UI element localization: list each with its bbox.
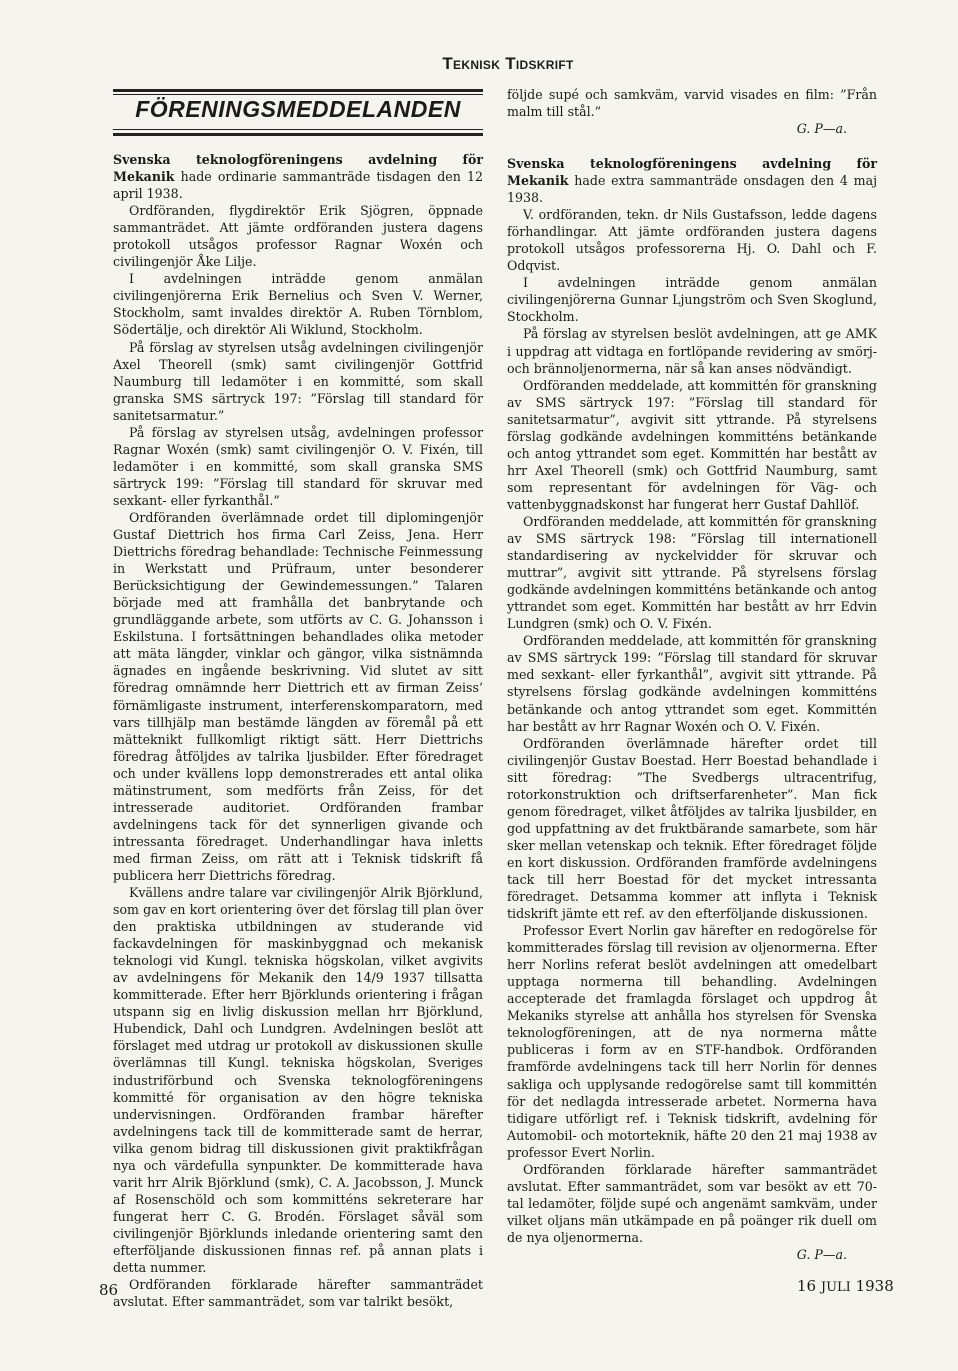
paragraph: Ordföranden förklarade härefter sammanträdet avslutat. Efter sammanträdet, som var besökt av ett 70-tal ledamöter, följde supé och angenämt samkväm, under vilket oljans män utkämpade en på poänger rik duell om de nya oljenormerna. bbox=[507, 1161, 877, 1245]
paragraph: Ordföranden meddelade, att kommittén för granskning av SMS särtryck 197: ”Förslag till standard för sanitetsarmatur”, avgivit sitt yttrande. På styrelsens förslag godkände avdelningen kommitténs betänkande och antog yttrandet som eget. Kommittén har bestått av hrr Axel Theorell (smk) och Gottfrid Naumburg, samt som representant för avdelningen för Väg- och vattenbyggnadskonst har fungerat herr Gustaf Dahllöf. bbox=[507, 377, 877, 512]
issue-day: 16 bbox=[797, 1277, 817, 1295]
page-number: 86 bbox=[99, 1281, 119, 1299]
right-column bbox=[507, 155, 877, 1263]
society-name: Svenska teknologföreningens avdelning för Mekanik bbox=[507, 156, 877, 189]
paragraph: Professor Evert Norlin gav härefter en redogörelse för kommitterades förslag till revision av oljenormerna. Efter herr Norlins referat beslöt avdelningen att omedelbart upptaga normerna till behandling. Avdelningen accepterade det framlagda förslaget och uppdrog åt Mekaniks styrelse att anhålla hos styrelsen för Svenska teknologföreningen, att de nya normerna måtte publiceras i form av en STF-handbok. Ordföranden framförde avdelningens tack till herr Norlin för dennes sakliga och upplysande redogörelse samt till kommittén för det nedlagda intresserade arbetet. Normerna hava tidigare utförligt ref. i Teknisk tidskrift, avdelning för Automobil- och motorteknik, häfte 20 den 21 maj 1938 av professor Evert Norlin. bbox=[507, 923, 877, 1160]
paragraph: På förslag av styrelsen utsåg, avdelningen professor Ragnar Woxén (smk) samt civilingenjör O. V. Fixén, till ledamöter i en kommitté, som skall granska SMS särtryck 199: ”Förslag till standard för skruvar med sexkant- eller fyrkanthål.” bbox=[113, 424, 483, 508]
meeting-heading bbox=[113, 151, 483, 202]
paragraph: Ordföranden överlämnade ordet till diplomingenjör Gustaf Diettrich hos firma Carl Zeiss, Jena. Herr Diettrichs föredrag behandlade: Technische Feinmessung in Werkstatt und Prüfraum, unter besonderer Berücksichtigung der Gewindemessungen.” Talaren började med att framhålla det banbrytande och grundläggande arbete, som utförts av C. G. Johansson i Eskilstuna. I fortsättningen behandlades olika metoder att mäta längder, vinklar och gängor, vilka sistnämnda ägnades en ingående beskrivning. Vid slutet av sitt föredrag omnämnde herr Diettrich ett av firman Zeiss’ förnämligaste instrument, interferenskomparatorn, med vars tillhjälp man bestämde längden av föremål på ett mätteknikt fullkomligt riktigt sätt. Herr Diettrichs föredrag åtföljdes av talrika ljusbilder. Efter föredraget och under kvällens lopp demonstrerades ett antal olika mätinstrument, som medförts från Zeiss, för det intresserade auditoriet. Ordföranden frambar avdelningens tack för det synnerligen givande och intressanta föredraget. Underhandlingar hava inletts med firman Zeiss, om rätt att i Teknisk tidskrift få publicera herr Diettrichs föredrag. bbox=[113, 509, 483, 883]
paragraph: Ordföranden överlämnade härefter ordet till civilingenjör Gustav Boestad. Herr Boestad behandlade i sitt föredrag: ”The Svedbergs ultracentrifug, rotorkonstruktion och driftserfarenheter”. Man fick genom föredraget, vilket åtföljdes av talrika ljusbilder, en god uppfattning av det fruktbärande samarbete, som här sker mellan vetenskap och teknik. Efter föredraget följde en kort diskussion. Ordföranden framförde avdelningens tack till herr Boestad för det mycket intressanta föredraget. Detsamma kommer att inflyta i Teknisk tidskrift jämte ett ref. av den efterföljande diskussionen. bbox=[507, 735, 877, 922]
title-rule-bottom bbox=[113, 133, 483, 136]
meeting-date: hade extra sammanträde onsdagen den 4 maj 1938. bbox=[507, 173, 877, 206]
right-top-continuation bbox=[507, 86, 877, 137]
paragraph: Kvällens andre talare var civilingenjör Alrik Björklund, som gav en kort orientering över det förslag till plan över den praktiska utbildningen av studerande vid fackavdelningen för maskinbyggnad och mekanisk teknologi vid Kungl. tekniska högskolan, vilket avgivits av avdelningens för Mekanik den 14/9 1937 tillsatta kommitterade. Efter herr Björklunds orientering i frågan utspann sig en livlig diskussion mellan hrr Björklund, Hubendick, Dahl och Lundgren. Avdelningen beslöt att förslaget med utdrag ur protokoll av diskussionen skulle överlämnas till Kungl. tekniska högskolan, Sveriges industriförbund och Svenska teknologföreningens kommitté för organisation av den högre tekniska undervisningen. Ordföranden frambar härefter avdelningens tack till de kommitterade samt de herrar, vilka genom bidrag till diskussionen givit praktikfrågan nya och värdefulla synpunkter. De kommitterade hava varit hrr Alrik Björklund (smk), C. A. Jacobsson, J. Munck af Rosenschöld och som kommitténs sekreterare har fungerat herr C. G. Brodén. Förslaget såväl som civilingenjör Björklunds inledande orientering samt den efterföljande diskussionen finnas ref. på annan plats i detta nummer. bbox=[113, 885, 483, 1276]
paragraph: På förslag av styrelsen utsåg avdelningen civilingenjör Axel Theorell (smk) samt civilingenjör Gottfrid Naumburg till ledamöter i en kommitté, som skall granska SMS särtryck 197: ”Förslag till standard för sanitetsarmatur.” bbox=[113, 339, 483, 423]
left-column bbox=[113, 151, 483, 1310]
meeting-date: hade ordinarie sammanträde tisdagen den 12 april 1938. bbox=[113, 169, 483, 202]
paragraph: Ordföranden meddelade, att kommittén för granskning av SMS särtryck 199: ”Förslag till standard för skruvar med sexkant- eller fyrkanthål”, avgivit sitt yttrande. På styrelsens förslag godkände avdelningen kommitténs betänkande och antog yttrandet som eget. Kommittén har bestått av hrr Ragnar Woxén och O. V. Fixén. bbox=[507, 633, 877, 734]
section-title: FÖRENINGSMEDDELANDEN bbox=[135, 96, 461, 122]
issue-month: JULI bbox=[820, 1280, 851, 1295]
paragraph: Ordföranden, flygdirektör Erik Sjögren, öppnade sammanträdet. Att jämte ordföranden justera dagens protokoll utsågos professor Ragnar Woxén och civilingenjör Åke Lilje. bbox=[113, 203, 483, 270]
paragraph: På förslag av styrelsen beslöt avdelningen, att ge AMK i uppdrag att vidtaga en fortlöpande revidering av smörj- och brännoljenormerna, när så kan anses nödvändigt. bbox=[507, 326, 877, 376]
paragraph: Ordföranden förklarade härefter sammanträdet avslutat. Efter sammanträdet, som var talrikt besökt, bbox=[113, 1277, 483, 1310]
signature: G. P—a. bbox=[796, 1247, 847, 1262]
title-rule-bottom-thin bbox=[113, 129, 483, 130]
title-rule-top bbox=[113, 89, 483, 92]
paragraph: I avdelningen inträdde genom anmälan civilingenjörerna Erik Bernelius och Sven V. Werner, Stockholm, samt invaldes direktör A. Ruben Törnblom, Södertälje, och direktör Ali Wiklund, Stockholm. bbox=[113, 271, 483, 338]
issue-year: 1938 bbox=[855, 1277, 894, 1295]
signature: G. P—a. bbox=[796, 121, 847, 136]
society-name: Svenska teknologföreningens avdelning för Mekanik bbox=[113, 152, 483, 185]
running-head: Teknisk Tidskrift bbox=[442, 54, 574, 73]
meeting-heading bbox=[507, 155, 877, 206]
continuation-text: följde supé och samkväm, varvid visades en film: ”Från malm till stål.” bbox=[507, 87, 877, 119]
paragraph: I avdelningen inträdde genom anmälan civilingenjörerna Gunnar Ljungström och Sven Skoglund, Stockholm. bbox=[507, 275, 877, 325]
paragraph: Ordföranden meddelade, att kommittén för granskning av SMS särtryck 198: ”Förslag till internationell standardisering av nyckelvidder för skruvar och muttrar”, avgivit sitt yttrande. På styrelsens förslag godkände avdelningen kommitténs betänkande och antog yttrandet som eget. Kommittén har bestått av hrr Edvin Lundgren (smk) och O. V. Fixén. bbox=[507, 513, 877, 632]
issue-date bbox=[797, 1277, 894, 1295]
title-rule-top-thin bbox=[113, 94, 483, 95]
paragraph: V. ordföranden, tekn. dr Nils Gustafsson, ledde dagens förhandlingar. Att jämte ordföranden justera dagens protokoll utsågos professorerna Hj. O. Dahl och F. Odqvist. bbox=[507, 207, 877, 274]
